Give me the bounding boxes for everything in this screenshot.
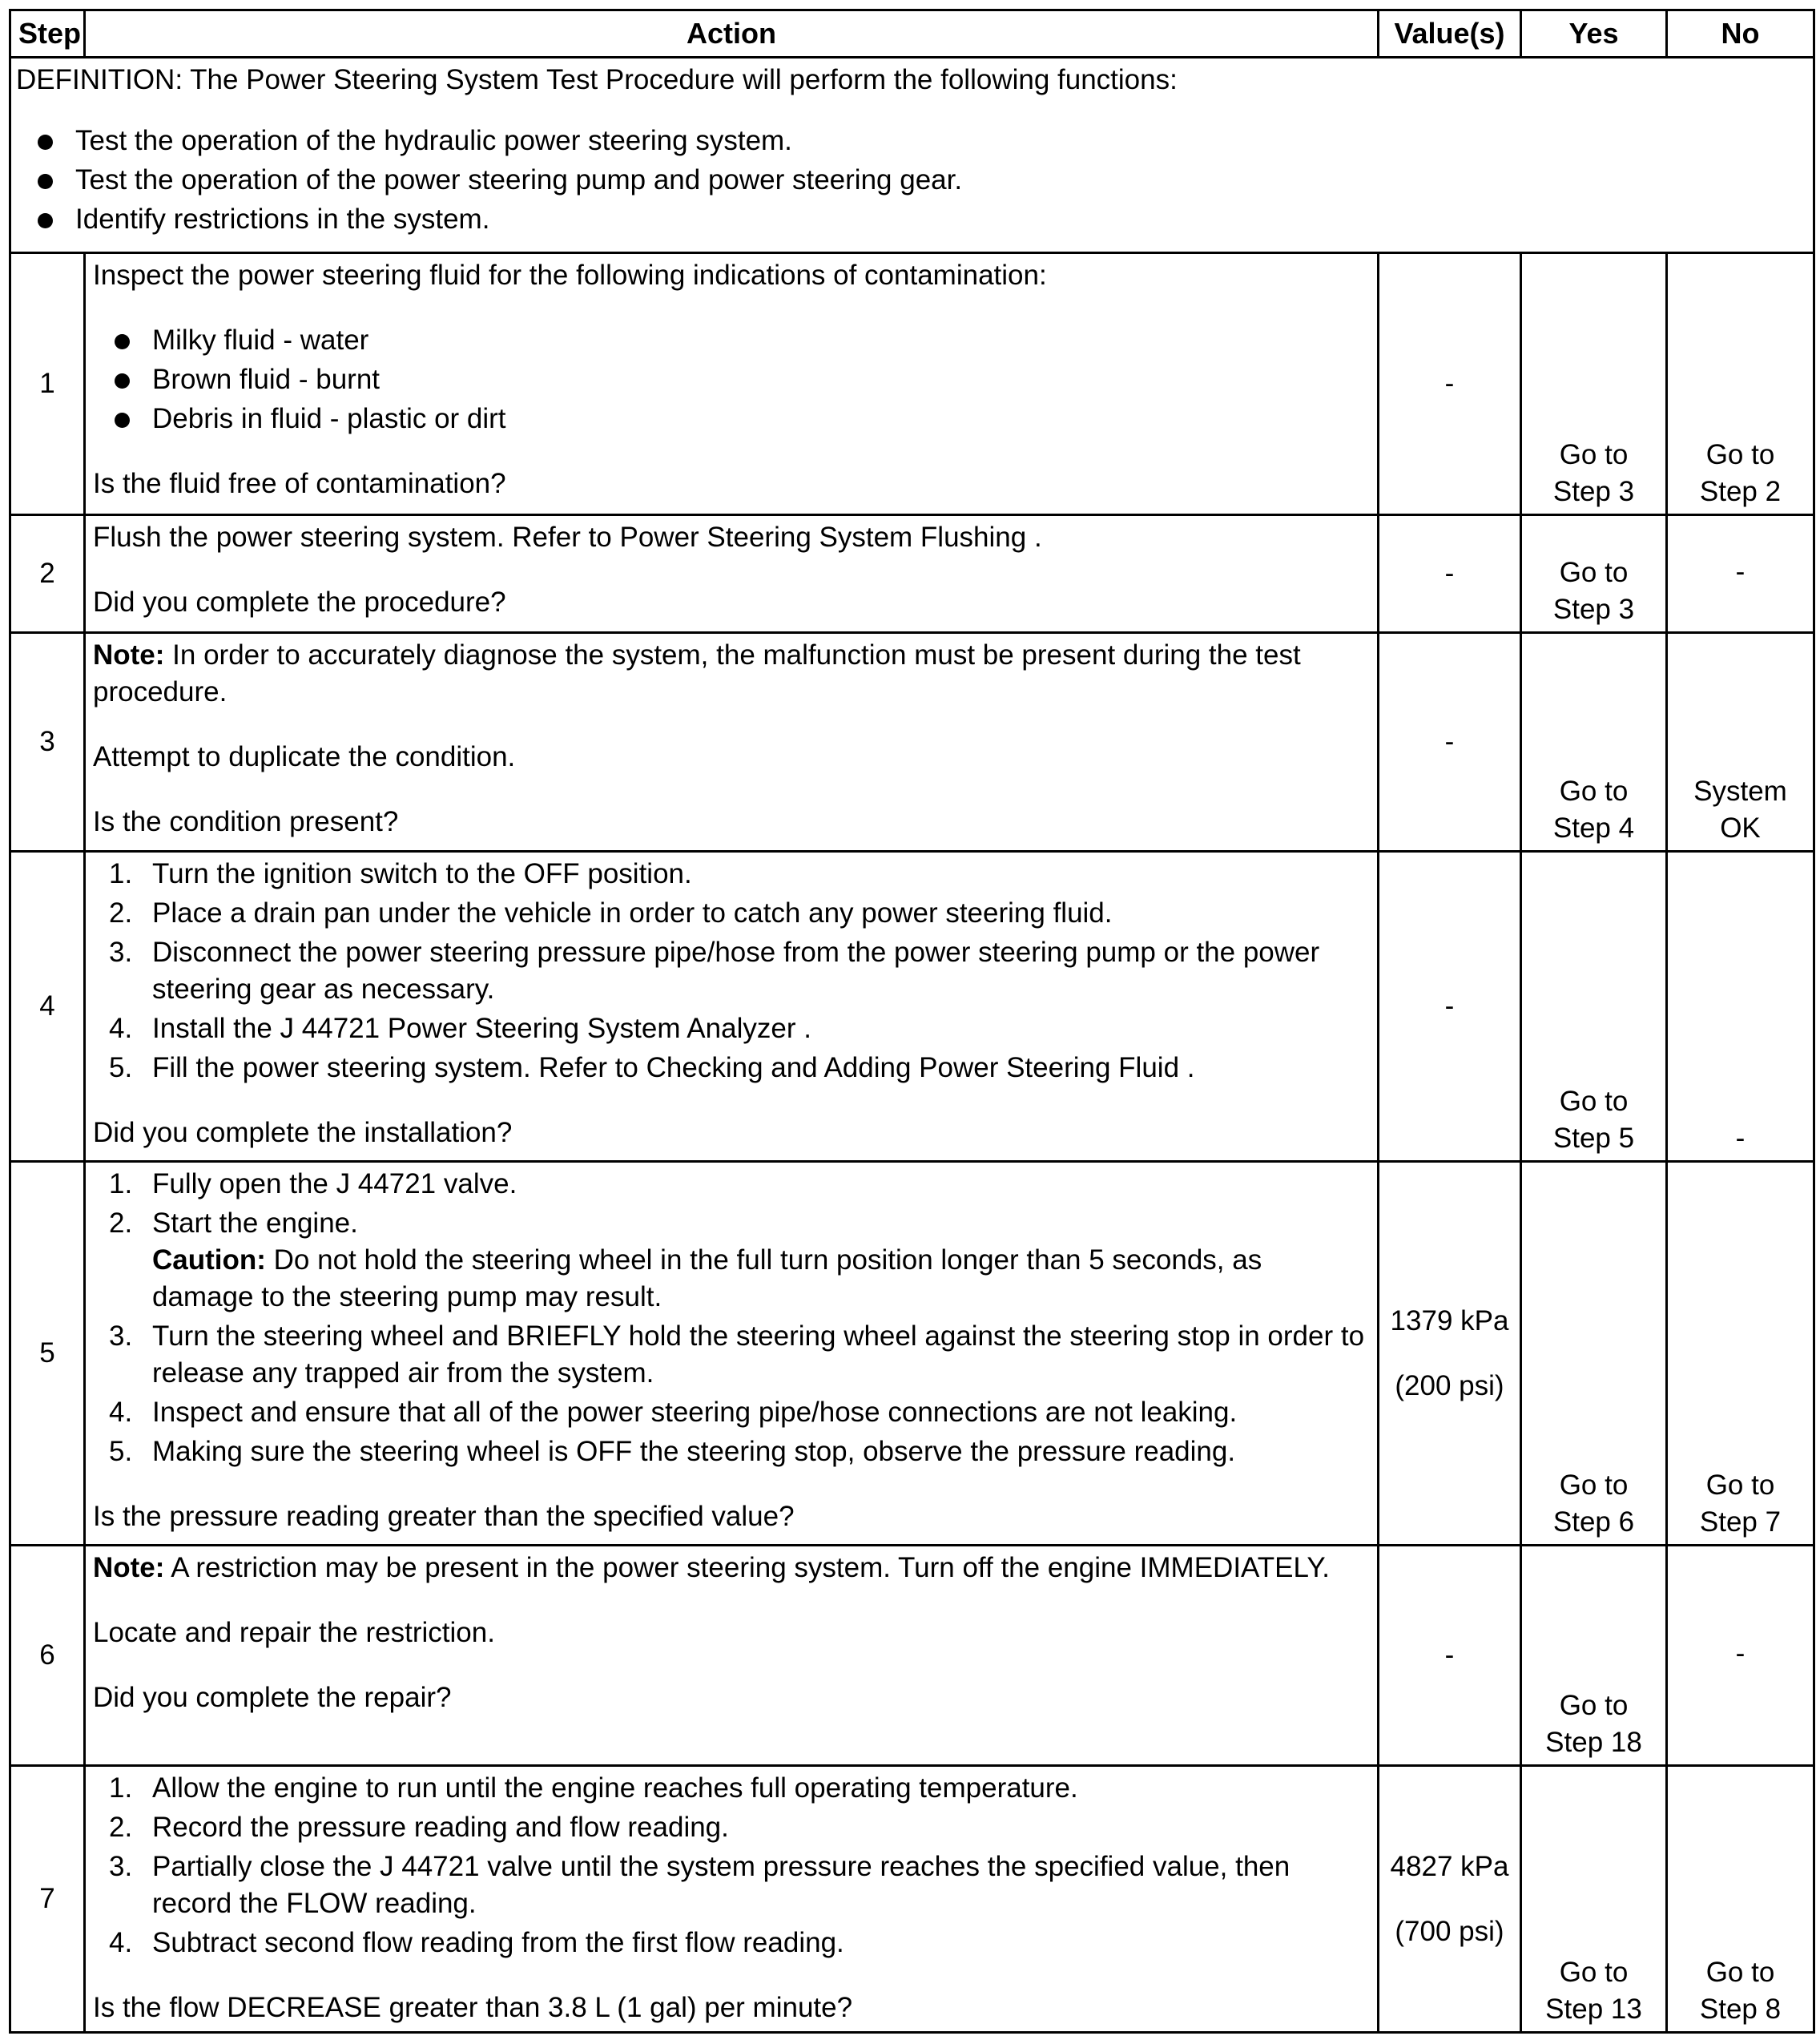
caution-text: Do not hold the steering wheel in the full turn position longer than 5 seconds, as damage to the steering pump may result. [152, 1244, 1262, 1312]
list-item [93, 856, 1370, 893]
value-text: - [1444, 368, 1455, 399]
action-cell [85, 633, 1379, 852]
diagnostic-table [9, 9, 1815, 2034]
list-item [93, 1010, 1370, 1047]
list-number: 2. [109, 1207, 133, 1239]
list-item-text: Start the engine. [152, 1207, 358, 1239]
yes-result [1521, 1766, 1667, 2033]
values-cell [1379, 1766, 1521, 2033]
action-text: Attempt to duplicate the condition. [93, 741, 516, 772]
numbered-list [93, 1166, 1370, 1470]
definition-bullet: Test the operation of the power steering pump and power steering gear. [16, 162, 1806, 199]
list-number: 3. [109, 1851, 133, 1882]
list-number: 4. [109, 1397, 133, 1428]
no-result [1667, 852, 1814, 1162]
no-result-text: - [1735, 556, 1746, 587]
definition-bullets [16, 123, 1806, 238]
yes-result-text: Step 4 [1552, 812, 1635, 844]
no-result-text: Step 8 [1699, 1994, 1782, 2025]
list-item-text: Partially close the J 44721 valve until the system pressure reaches the specified value, then record the FLOW reading. [152, 1851, 1291, 1919]
step-row [10, 633, 1814, 852]
yes-result-text: Step 18 [1545, 1727, 1642, 1758]
yes-result-text: Step 3 [1552, 476, 1635, 507]
list-item [93, 1318, 1370, 1392]
list-item-text: Making sure the steering wheel is OFF the steering stop, observe the pressure reading. [152, 1436, 1236, 1467]
yes-result-text: Go to [1559, 557, 1629, 588]
list-item-text: Brown fluid - burnt [152, 364, 381, 395]
value-text: (700 psi) [1395, 1915, 1504, 1947]
list-number: 4. [109, 1927, 133, 1958]
yes-result [1521, 852, 1667, 1162]
yes-result [1521, 515, 1667, 633]
yes-result [1521, 633, 1667, 852]
value-text: 1379 kPa [1390, 1304, 1509, 1336]
step-row [10, 253, 1814, 515]
list-item [93, 934, 1370, 1008]
no-result-text: System [1693, 776, 1787, 807]
step-number: 6 [10, 1546, 85, 1766]
bullet-list [93, 322, 1370, 437]
action-text: Is the pressure reading greater than the specified value? [93, 1501, 795, 1532]
no-result-text: Go to [1705, 1470, 1775, 1501]
list-item [93, 1205, 1370, 1316]
yes-result-text: Go to [1559, 1086, 1629, 1117]
no-result-text: - [1735, 1123, 1746, 1154]
list-number: 1. [109, 1168, 133, 1199]
action-cell [85, 1546, 1379, 1766]
list-item [93, 401, 1370, 437]
action-paragraph [93, 257, 1370, 294]
action-paragraph [93, 1679, 1370, 1716]
no-result-text: Go to [1705, 1957, 1775, 1988]
action-text: Did you complete the repair? [93, 1682, 452, 1713]
value-text: (200 psi) [1395, 1369, 1504, 1401]
list-item-text: Fully open the J 44721 valve. [152, 1168, 517, 1199]
step-number: 2 [10, 515, 85, 633]
list-item-text: Place a drain pan under the vehicle in order to catch any power steering fluid. [152, 897, 1113, 929]
step-row [10, 852, 1814, 1162]
value-text: - [1444, 558, 1455, 589]
action-paragraph [93, 804, 1370, 841]
yes-result-text: Go to [1559, 1470, 1629, 1501]
step-number: 7 [10, 1766, 85, 2033]
no-result [1667, 253, 1814, 515]
numbered-list [93, 1770, 1370, 1961]
list-number: 5. [109, 1436, 133, 1467]
no-result [1667, 515, 1814, 633]
yes-result [1521, 1546, 1667, 1766]
action-cell [85, 1766, 1379, 2033]
list-item-text: Disconnect the power steering pressure pipe/hose from the power steering pump or the power steering gear as necessary. [152, 937, 1320, 1005]
step-number: 1 [10, 253, 85, 515]
no-result [1667, 1162, 1814, 1546]
yes-result-text: Step 5 [1552, 1123, 1635, 1154]
no-result-text: Step 2 [1699, 476, 1782, 507]
yes-result-text: Go to [1559, 1690, 1629, 1721]
action-text: Did you complete the installation? [93, 1117, 513, 1148]
caution-label: Caution: [152, 1244, 266, 1276]
no-result-text: Go to [1705, 439, 1775, 470]
numbered-list [93, 856, 1370, 1087]
list-item [93, 1925, 1370, 1961]
action-text: A restriction may be present in the power steering system. Turn off the engine IMMEDIATELY. [164, 1552, 1330, 1583]
list-item-text: Fill the power steering system. Refer to Checking and Adding Power Steering Fluid . [152, 1052, 1195, 1083]
list-item [93, 322, 1370, 359]
list-item [93, 1848, 1370, 1922]
values-cell [1379, 253, 1521, 515]
step-number: 3 [10, 633, 85, 852]
step-row [10, 515, 1814, 633]
action-paragraph [93, 739, 1370, 776]
step-row [10, 1546, 1814, 1766]
action-text: Inspect the power steering fluid for the following indications of contamination: [93, 260, 1047, 291]
action-paragraph [93, 466, 1370, 502]
value-text: - [1444, 990, 1455, 1022]
action-text: Did you complete the procedure? [93, 587, 506, 618]
value-text: - [1444, 1639, 1455, 1671]
list-item [93, 1809, 1370, 1846]
value-text: 4827 kPa [1390, 1850, 1509, 1882]
yes-result [1521, 1162, 1667, 1546]
list-item [93, 361, 1370, 398]
action-text: Is the fluid free of contamination? [93, 468, 506, 499]
list-item [93, 1166, 1370, 1203]
list-item-text: Turn the steering wheel and BRIEFLY hold the steering wheel against the steering stop in order to release any trapped air from the system. [152, 1320, 1365, 1389]
action-cell [85, 852, 1379, 1162]
values-cell [1379, 1546, 1521, 1766]
no-result [1667, 1546, 1814, 1766]
action-paragraph [93, 1115, 1370, 1151]
list-number: 1. [109, 1772, 133, 1804]
yes-result-text: Step 13 [1545, 1994, 1642, 2025]
action-cell [85, 1162, 1379, 1546]
action-paragraph [93, 1550, 1370, 1586]
step-row [10, 1766, 1814, 2033]
values-cell [1379, 515, 1521, 633]
no-result-text: Step 7 [1699, 1506, 1782, 1538]
values-cell [1379, 852, 1521, 1162]
action-cell [85, 253, 1379, 515]
action-text: Locate and repair the restriction. [93, 1617, 495, 1648]
definition-cell [10, 58, 1814, 253]
list-item-text: Inspect and ensure that all of the power steering pipe/hose connections are not leaking. [152, 1397, 1238, 1428]
action-cell [85, 515, 1379, 633]
action-paragraph [93, 584, 1370, 621]
yes-result-text: Step 3 [1552, 594, 1635, 625]
list-item-text: Subtract second flow reading from the first flow reading. [152, 1927, 844, 1958]
definition-row [10, 58, 1814, 253]
list-item-text: Record the pressure reading and flow reading. [152, 1812, 729, 1843]
no-result-text: OK [1720, 812, 1761, 844]
definition-text: DEFINITION: The Power Steering System Test Procedure will perform the following functions: [16, 64, 1178, 95]
no-result-text: - [1735, 1638, 1746, 1669]
action-paragraph [93, 1498, 1370, 1535]
list-item-text: Debris in fluid - plastic or dirt [152, 403, 506, 434]
action-text: Is the condition present? [93, 806, 399, 837]
list-item-text: Install the J 44721 Power Steering System Analyzer . [152, 1013, 811, 1044]
list-number: 3. [109, 1320, 133, 1352]
list-item [93, 1433, 1370, 1470]
action-text: Is the flow DECREASE greater than 3.8 L (1 gal) per minute? [93, 1992, 853, 2023]
definition-bullet: Test the operation of the hydraulic power steering system. [16, 123, 1806, 159]
yes-result-text: Go to [1559, 1957, 1629, 1988]
list-item-text: Allow the engine to run until the engine reaches full operating temperature. [152, 1772, 1078, 1804]
action-text: Flush the power steering system. Refer to Power Steering System Flushing . [93, 522, 1042, 553]
header-step: Step [10, 10, 85, 58]
list-item [93, 1770, 1370, 1807]
yes-result-text: Go to [1559, 776, 1629, 807]
step-number: 4 [10, 852, 85, 1162]
list-number: 3. [109, 937, 133, 968]
list-number: 2. [109, 1812, 133, 1843]
header-row [10, 10, 1814, 58]
list-item [93, 1394, 1370, 1431]
header-no: No [1667, 10, 1814, 58]
list-number: 4. [109, 1013, 133, 1044]
list-item [93, 1050, 1370, 1087]
list-item [93, 895, 1370, 932]
value-text: - [1444, 726, 1455, 757]
header-yes: Yes [1521, 10, 1667, 58]
yes-result-text: Step 6 [1552, 1506, 1635, 1538]
step-row [10, 1162, 1814, 1546]
header-action: Action [85, 10, 1379, 58]
list-item-text: Turn the ignition switch to the OFF position. [152, 858, 692, 889]
yes-result [1521, 253, 1667, 515]
definition-bullet: Identify restrictions in the system. [16, 201, 1806, 238]
action-paragraph [93, 1615, 1370, 1651]
step-number: 5 [10, 1162, 85, 1546]
list-number: 1. [109, 858, 133, 889]
no-result [1667, 1766, 1814, 2033]
no-result [1667, 633, 1814, 852]
yes-result-text: Go to [1559, 439, 1629, 470]
action-paragraph [93, 519, 1370, 556]
list-number: 5. [109, 1052, 133, 1083]
action-text: In order to accurately diagnose the system, the malfunction must be present during the test procedure. [93, 639, 1301, 708]
values-cell [1379, 633, 1521, 852]
header-values: Value(s) [1379, 10, 1521, 58]
note-label: Note: [93, 1552, 165, 1583]
list-item-text: Milky fluid - water [152, 325, 369, 356]
action-paragraph [93, 1990, 1370, 2026]
note-label: Note: [93, 639, 165, 671]
values-cell [1379, 1162, 1521, 1546]
action-paragraph [93, 637, 1370, 711]
list-number: 2. [109, 897, 133, 929]
